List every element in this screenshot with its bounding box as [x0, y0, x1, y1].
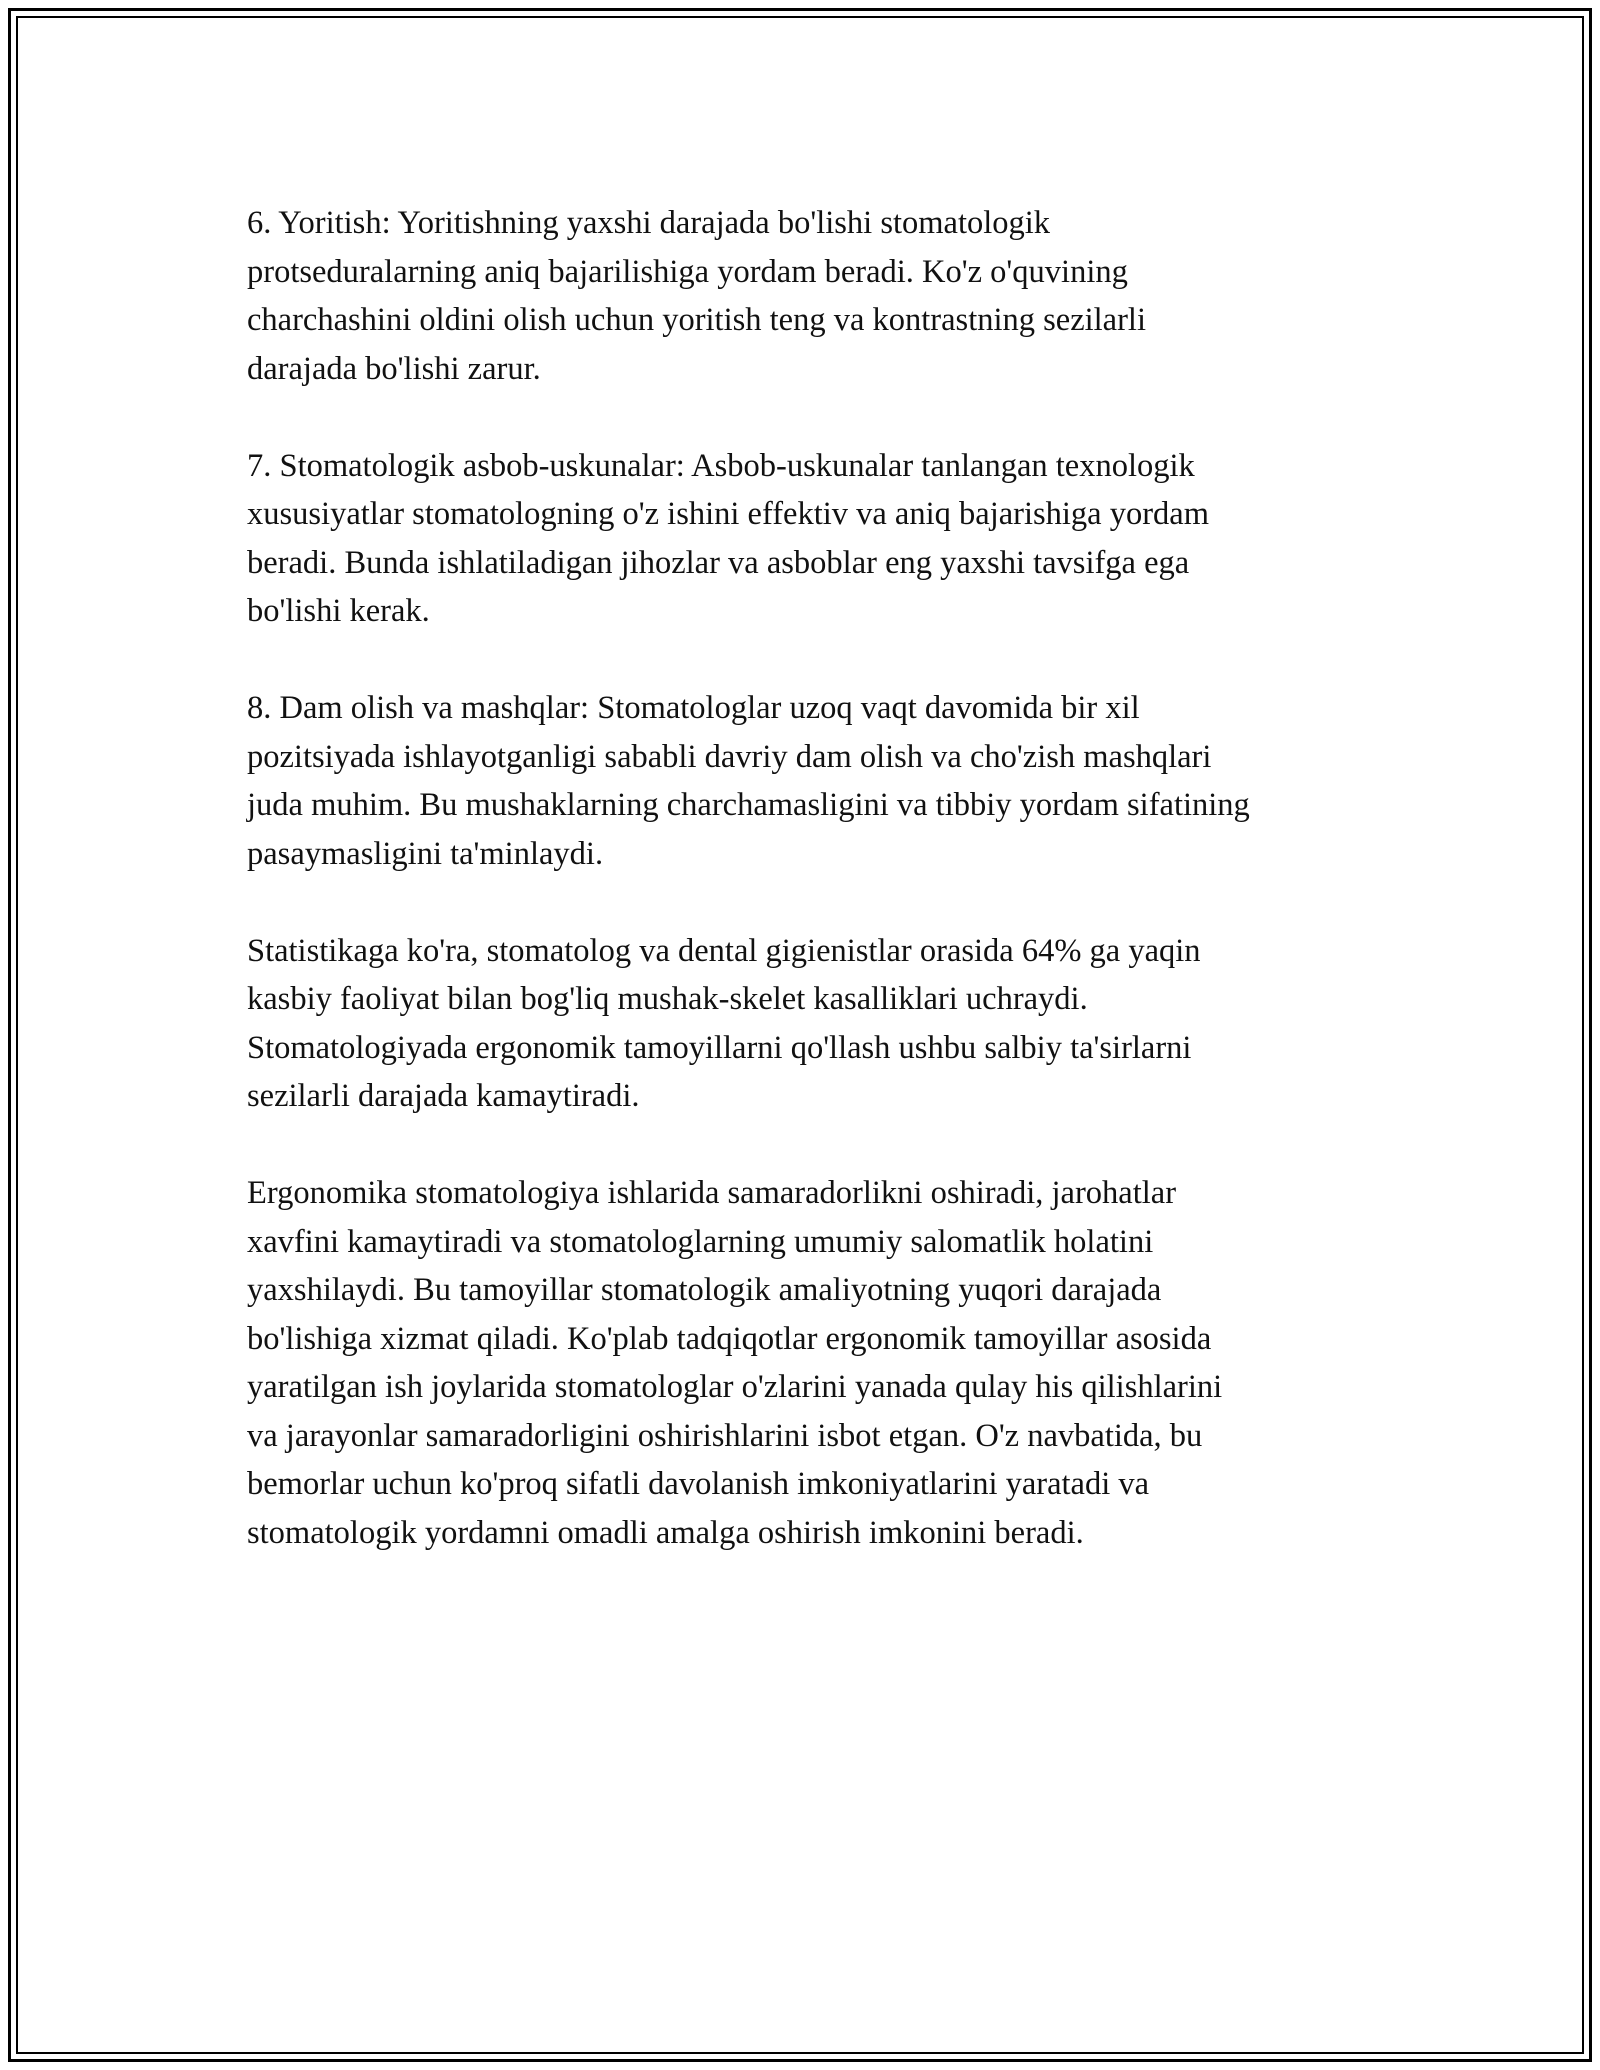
text-line: kasbiy faoliyat bilan bog'liq mushak-skelet kasalliklari uchraydi.: [247, 981, 1088, 1017]
text-line: xavfini kamaytiradi va stomatologlarning umumiy salomatlik holatini: [247, 1223, 1154, 1260]
text-line: pozitsiyada ishlayotganligi sababli davriy dam olish va cho'zish mashqlari: [247, 738, 1212, 775]
text-line: va jarayonlar samaradorligini oshirishlarini isbot etgan. O'z navbatida, bu: [247, 1417, 1203, 1454]
text-line: Ergonomika stomatologiya ishlarida samaradorlikni oshiradi, jarohatlar: [247, 1175, 1177, 1211]
text-line: yaratilgan ish joylarida stomatologlar o'zlarini yanada qulay his qilishlarini: [247, 1369, 1223, 1405]
text-line: bo'lishiga xizmat qiladi. Ko'plab tadqiqotlar ergonomik tamoyillar asosida: [247, 1320, 1212, 1357]
text-line: stomatologik yordamni omadli amalga oshirish imkonini beradi.: [247, 1514, 1084, 1551]
text-line: charchashini oldini olish uchun yoritish teng va kontrastning sezilarli: [247, 302, 1146, 338]
document-body: [247, 199, 1397, 1606]
text-line: Stomatologiyada ergonomik tamoyillarni qo'llash ushbu salbiy ta'sirlarni: [247, 1029, 1192, 1066]
text-line: xususiyatlar stomatologning o'z ishini effektiv va aniq bajarishiga yordam: [247, 496, 1210, 532]
page-frame: [8, 8, 1592, 2062]
text-line: 6. Yoritish: Yoritishning yaxshi darajada bo'lishi stomatologik: [247, 205, 1051, 241]
text-line: 7. Stomatologik asbob-uskunalar: Asbob-uskunalar tanlangan texnologik: [247, 447, 1195, 484]
text-line: 8. Dam olish va mashqlar: Stomatologlar uzoq vaqt davomida bir xil: [247, 690, 1140, 726]
text-line: beradi. Bunda ishlatiladigan jihozlar va asboblar eng yaxshi tavsifga ega: [247, 544, 1190, 581]
text-line: bemorlar uchun ko'proq sifatli davolanish imkoniyatlarini yaratadi va: [247, 1466, 1150, 1502]
paragraph-rest-exercises: [247, 684, 1397, 878]
text-line: Statistikaga ko'ra, stomatolog va dental gigienistlar orasida 64% ga yaqin: [247, 932, 1201, 969]
paragraph-lighting: [247, 199, 1397, 393]
text-line: yaxshilaydi. Bu tamoyillar stomatologik amaliyotning yuqori darajada: [247, 1272, 1162, 1308]
text-line: darajada bo'lishi zarur.: [247, 350, 541, 387]
paragraph-dental-equipment: [247, 442, 1397, 636]
text-line: protseduralarning aniq bajarilishiga yordam beradi. Ko'z o'quvining: [247, 253, 1128, 290]
paragraph-ergonomics-conclusion: [247, 1169, 1397, 1557]
text-line: juda muhim. Bu mushaklarning charchamasligini va tibbiy yordam sifatining: [247, 787, 1250, 823]
text-line: pasaymasligini ta'minlaydi.: [247, 835, 604, 872]
text-line: sezilarli darajada kamaytiradi.: [247, 1078, 640, 1114]
paragraph-statistics: [247, 927, 1397, 1121]
text-line: bo'lishi kerak.: [247, 593, 430, 629]
